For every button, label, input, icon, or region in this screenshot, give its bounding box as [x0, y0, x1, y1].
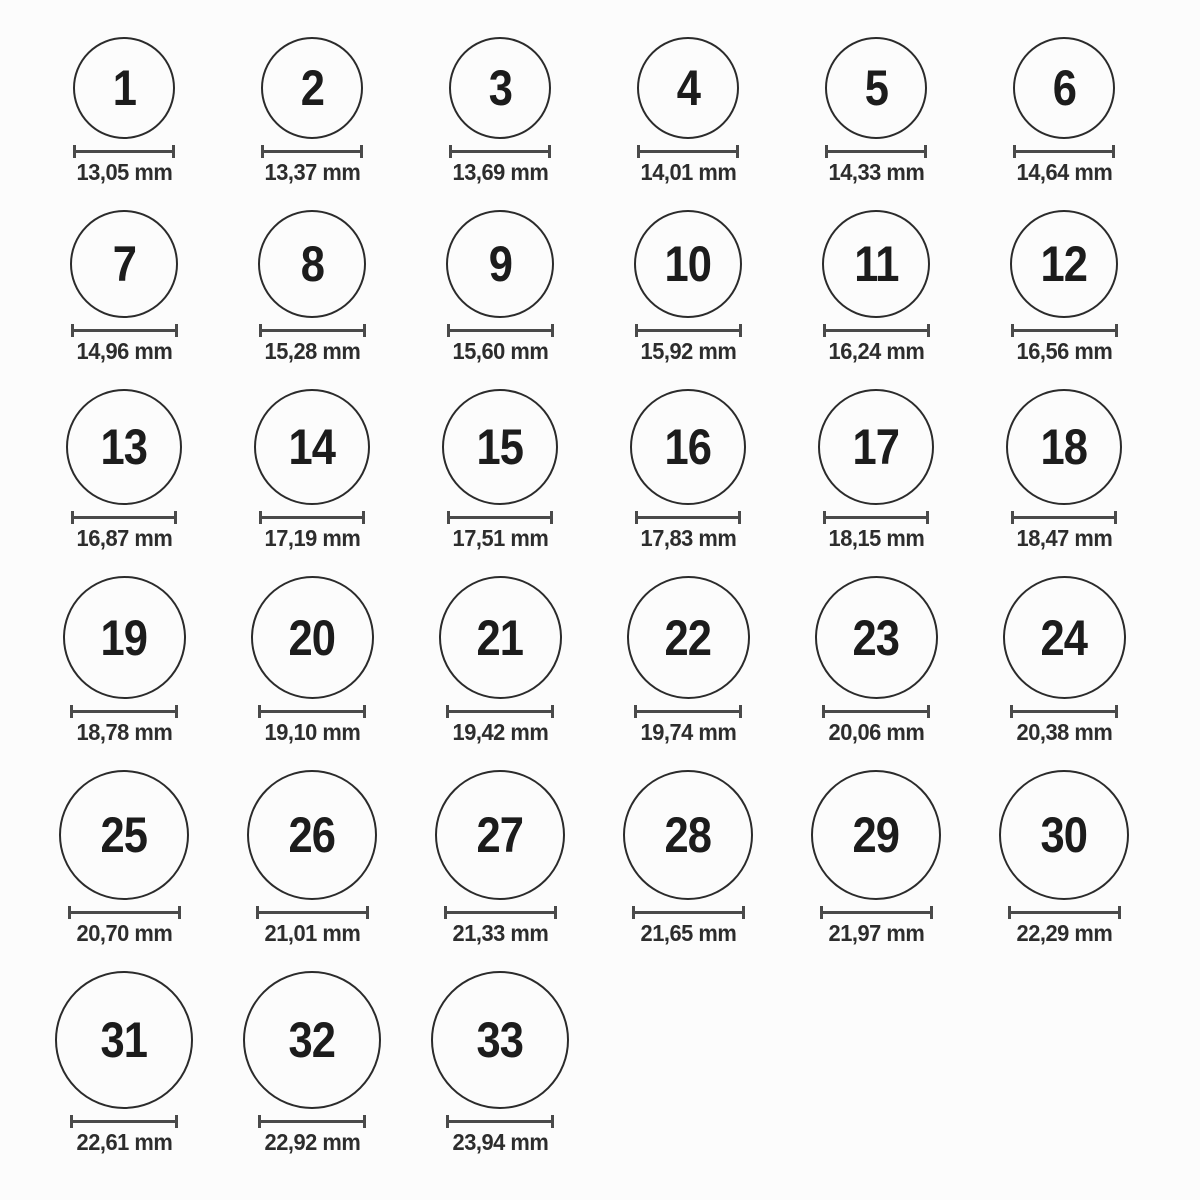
diameter-label: 13,37 mm	[264, 159, 360, 185]
measure-bar	[1014, 516, 1114, 519]
diameter-measure-line	[261, 145, 363, 158]
diameter-measure-line	[632, 906, 745, 919]
diameter-label: 19,74 mm	[640, 719, 736, 745]
measure-bar	[1016, 150, 1112, 153]
ring-circle	[818, 389, 934, 505]
ring-number: 16	[664, 419, 712, 475]
measure-bar	[447, 911, 554, 914]
measure-bar	[450, 516, 550, 519]
diameter-label: 23,94 mm	[452, 1129, 548, 1155]
ring-circle	[261, 37, 363, 139]
diameter-measure-line	[1008, 906, 1121, 919]
ring-circle	[1010, 210, 1118, 318]
ring-number: 17	[852, 419, 900, 475]
ring-circle	[439, 576, 562, 699]
ring-size-item	[782, 389, 970, 550]
diameter-label: 19,42 mm	[452, 719, 548, 745]
diameter-label: 17,51 mm	[452, 525, 548, 551]
diameter-measure-line	[823, 511, 929, 524]
measure-bar	[452, 150, 548, 153]
ring-number: 14	[288, 419, 336, 475]
measure-bar	[73, 710, 175, 713]
diameter-measure-line	[825, 145, 927, 158]
measure-bar	[637, 710, 739, 713]
ring-size-item	[218, 37, 406, 184]
measure-bar	[74, 516, 174, 519]
ring-circle	[637, 37, 739, 139]
ring-size-row	[30, 210, 1200, 363]
measure-bar	[635, 911, 742, 914]
ring-size-item	[782, 770, 970, 945]
ring-number: 26	[288, 807, 336, 863]
measure-bar	[826, 516, 926, 519]
ring-circle	[442, 389, 558, 505]
ring-circle	[999, 770, 1129, 900]
measure-end-tick	[930, 906, 933, 919]
measure-end-tick	[1114, 511, 1117, 524]
diameter-measure-line	[449, 145, 551, 158]
ring-size-row	[30, 576, 1200, 744]
measure-end-tick	[175, 324, 178, 337]
ring-size-item	[406, 210, 594, 363]
measure-bar	[73, 1120, 175, 1123]
diameter-measure-line	[71, 511, 177, 524]
diameter-measure-line	[446, 1115, 554, 1128]
measure-end-tick	[736, 145, 739, 158]
ring-circle	[66, 389, 182, 505]
ring-size-item	[970, 770, 1158, 945]
measure-end-tick	[172, 145, 175, 158]
ring-size-item	[970, 37, 1158, 184]
diameter-measure-line	[637, 145, 739, 158]
diameter-label: 15,92 mm	[640, 338, 736, 364]
ring-number: 20	[288, 609, 336, 666]
measure-end-tick	[366, 906, 369, 919]
ring-circle	[435, 770, 565, 900]
measure-bar	[262, 329, 363, 332]
diameter-measure-line	[70, 705, 178, 718]
ring-number: 28	[664, 807, 712, 863]
ring-circle	[627, 576, 750, 699]
ring-size-item	[30, 770, 218, 945]
measure-end-tick	[363, 1115, 366, 1128]
ring-size-item	[970, 389, 1158, 550]
ring-circle	[449, 37, 551, 139]
ring-number: 27	[476, 807, 524, 863]
measure-bar	[638, 329, 739, 332]
ring-size-row	[30, 37, 1200, 184]
ring-size-item	[30, 971, 218, 1154]
diameter-label: 22,29 mm	[1016, 920, 1112, 946]
diameter-label: 18,15 mm	[828, 525, 924, 551]
ring-circle	[73, 37, 175, 139]
ring-number: 11	[853, 236, 899, 292]
measure-bar	[259, 911, 366, 914]
measure-bar	[449, 1120, 551, 1123]
measure-bar	[76, 150, 172, 153]
ring-circle	[59, 770, 189, 900]
ring-size-item	[406, 389, 594, 550]
diameter-label: 21,97 mm	[828, 920, 924, 946]
measure-end-tick	[739, 324, 742, 337]
measure-end-tick	[926, 511, 929, 524]
measure-end-tick	[551, 324, 554, 337]
ring-size-item	[782, 210, 970, 363]
ring-size-item	[218, 210, 406, 363]
ring-size-item	[406, 37, 594, 184]
measure-end-tick	[175, 705, 178, 718]
ring-size-item	[218, 576, 406, 744]
ring-circle	[431, 971, 569, 1109]
measure-end-tick	[362, 511, 365, 524]
ring-size-row	[30, 971, 1200, 1154]
ring-number: 22	[664, 609, 712, 666]
measure-end-tick	[554, 906, 557, 919]
ring-size-item	[970, 576, 1158, 744]
diameter-label: 21,01 mm	[264, 920, 360, 946]
diameter-measure-line	[71, 324, 178, 337]
ring-circle	[1013, 37, 1115, 139]
diameter-measure-line	[823, 324, 930, 337]
diameter-label: 15,60 mm	[452, 338, 548, 364]
diameter-label: 14,33 mm	[828, 159, 924, 185]
measure-end-tick	[1115, 324, 1118, 337]
ring-circle	[243, 971, 381, 1109]
diameter-measure-line	[447, 324, 554, 337]
ring-number: 13	[100, 419, 148, 475]
diameter-measure-line	[447, 511, 553, 524]
ring-number: 29	[852, 807, 900, 863]
measure-bar	[261, 710, 363, 713]
diameter-measure-line	[258, 1115, 366, 1128]
diameter-measure-line	[444, 906, 557, 919]
diameter-measure-line	[73, 145, 175, 158]
ring-size-item	[218, 389, 406, 550]
ring-size-item	[594, 576, 782, 744]
ring-size-item	[30, 576, 218, 744]
measure-end-tick	[550, 511, 553, 524]
diameter-label: 18,47 mm	[1016, 525, 1112, 551]
measure-bar	[823, 911, 930, 914]
diameter-measure-line	[258, 705, 366, 718]
measure-end-tick	[551, 705, 554, 718]
measure-end-tick	[738, 511, 741, 524]
measure-bar	[1011, 911, 1118, 914]
ring-size-item	[30, 389, 218, 550]
ring-number: 3	[488, 60, 512, 116]
diameter-measure-line	[70, 1115, 178, 1128]
ring-circle	[70, 210, 178, 318]
diameter-measure-line	[634, 705, 742, 718]
ring-circle	[55, 971, 193, 1109]
diameter-measure-line	[1013, 145, 1115, 158]
ring-circle	[822, 210, 930, 318]
diameter-label: 17,83 mm	[640, 525, 736, 551]
diameter-measure-line	[635, 324, 742, 337]
ring-size-item	[30, 37, 218, 184]
diameter-measure-line	[68, 906, 181, 919]
ring-number: 4	[676, 60, 700, 116]
diameter-measure-line	[259, 324, 366, 337]
diameter-label: 14,96 mm	[76, 338, 172, 364]
diameter-measure-line	[1011, 324, 1118, 337]
measure-end-tick	[927, 324, 930, 337]
measure-end-tick	[548, 145, 551, 158]
measure-end-tick	[174, 511, 177, 524]
ring-number: 15	[476, 419, 524, 475]
ring-circle	[254, 389, 370, 505]
ring-number: 25	[100, 807, 148, 863]
ring-circle	[623, 770, 753, 900]
ring-number: 24	[1040, 609, 1088, 666]
diameter-label: 15,28 mm	[264, 338, 360, 364]
ring-circle	[446, 210, 554, 318]
ring-circle	[1003, 576, 1126, 699]
measure-end-tick	[551, 1115, 554, 1128]
measure-bar	[74, 329, 175, 332]
ring-number: 10	[664, 236, 712, 292]
ring-size-item	[594, 37, 782, 184]
measure-bar	[828, 150, 924, 153]
ring-number: 21	[476, 609, 524, 666]
diameter-measure-line	[1010, 705, 1118, 718]
ring-circle	[815, 576, 938, 699]
diameter-label: 17,19 mm	[264, 525, 360, 551]
measure-end-tick	[178, 906, 181, 919]
diameter-label: 16,87 mm	[76, 525, 172, 551]
diameter-measure-line	[635, 511, 741, 524]
ring-size-item	[30, 210, 218, 363]
measure-bar	[825, 710, 927, 713]
measure-bar	[640, 150, 736, 153]
measure-end-tick	[1115, 705, 1118, 718]
ring-circle	[825, 37, 927, 139]
diameter-label: 21,33 mm	[452, 920, 548, 946]
ring-number: 32	[288, 1012, 336, 1068]
measure-end-tick	[363, 705, 366, 718]
ring-circle	[247, 770, 377, 900]
diameter-label: 20,06 mm	[828, 719, 924, 745]
measure-bar	[450, 329, 551, 332]
ring-size-item	[218, 971, 406, 1154]
ring-size-item	[782, 576, 970, 744]
ring-number: 8	[300, 236, 324, 292]
measure-end-tick	[739, 705, 742, 718]
measure-end-tick	[927, 705, 930, 718]
ring-circle	[1006, 389, 1122, 505]
diameter-measure-line	[446, 705, 554, 718]
diameter-measure-line	[820, 906, 933, 919]
ring-size-item	[782, 37, 970, 184]
ring-circle	[811, 770, 941, 900]
measure-bar	[638, 516, 738, 519]
measure-bar	[449, 710, 551, 713]
ring-number: 9	[488, 236, 512, 292]
ring-size-item	[594, 770, 782, 945]
measure-bar	[826, 329, 927, 332]
ring-number: 12	[1040, 236, 1088, 292]
measure-end-tick	[175, 1115, 178, 1128]
ring-circle	[634, 210, 742, 318]
diameter-measure-line	[1011, 511, 1117, 524]
ring-size-item	[406, 770, 594, 945]
ring-number: 2	[300, 60, 324, 116]
ring-number: 1	[112, 60, 136, 116]
diameter-label: 19,10 mm	[264, 719, 360, 745]
ring-number: 23	[852, 609, 900, 666]
ring-size-item	[594, 389, 782, 550]
measure-end-tick	[924, 145, 927, 158]
measure-end-tick	[1112, 145, 1115, 158]
measure-bar	[1014, 329, 1115, 332]
ring-number: 6	[1052, 60, 1076, 116]
diameter-label: 13,69 mm	[452, 159, 548, 185]
diameter-label: 22,61 mm	[76, 1129, 172, 1155]
diameter-label: 16,56 mm	[1016, 338, 1112, 364]
diameter-label: 13,05 mm	[76, 159, 172, 185]
ring-size-row	[30, 770, 1200, 945]
ring-number: 31	[100, 1012, 148, 1068]
diameter-label: 20,70 mm	[76, 920, 172, 946]
ring-size-item	[970, 210, 1158, 363]
ring-circle	[63, 576, 186, 699]
diameter-label: 20,38 mm	[1016, 719, 1112, 745]
diameter-label: 14,64 mm	[1016, 159, 1112, 185]
measure-end-tick	[742, 906, 745, 919]
diameter-label: 14,01 mm	[640, 159, 736, 185]
measure-end-tick	[360, 145, 363, 158]
ring-size-item	[406, 971, 594, 1154]
diameter-label: 16,24 mm	[828, 338, 924, 364]
measure-end-tick	[363, 324, 366, 337]
ring-circle	[258, 210, 366, 318]
ring-number: 7	[112, 236, 136, 292]
diameter-label: 22,92 mm	[264, 1129, 360, 1155]
diameter-label: 18,78 mm	[76, 719, 172, 745]
ring-number: 19	[100, 609, 148, 666]
measure-bar	[71, 911, 178, 914]
diameter-label: 21,65 mm	[640, 920, 736, 946]
measure-bar	[261, 1120, 363, 1123]
diameter-measure-line	[259, 511, 365, 524]
ring-size-item	[406, 576, 594, 744]
ring-number: 33	[476, 1012, 524, 1068]
measure-bar	[264, 150, 360, 153]
measure-end-tick	[1118, 906, 1121, 919]
measure-bar	[1013, 710, 1115, 713]
diameter-measure-line	[822, 705, 930, 718]
ring-size-item	[594, 210, 782, 363]
diameter-measure-line	[256, 906, 369, 919]
ring-circle	[251, 576, 374, 699]
ring-circle	[630, 389, 746, 505]
ring-size-row	[30, 389, 1200, 550]
ring-number: 30	[1040, 807, 1088, 863]
ring-number: 18	[1040, 419, 1088, 475]
ring-number: 5	[864, 60, 888, 116]
ring-size-item	[218, 770, 406, 945]
measure-bar	[262, 516, 362, 519]
